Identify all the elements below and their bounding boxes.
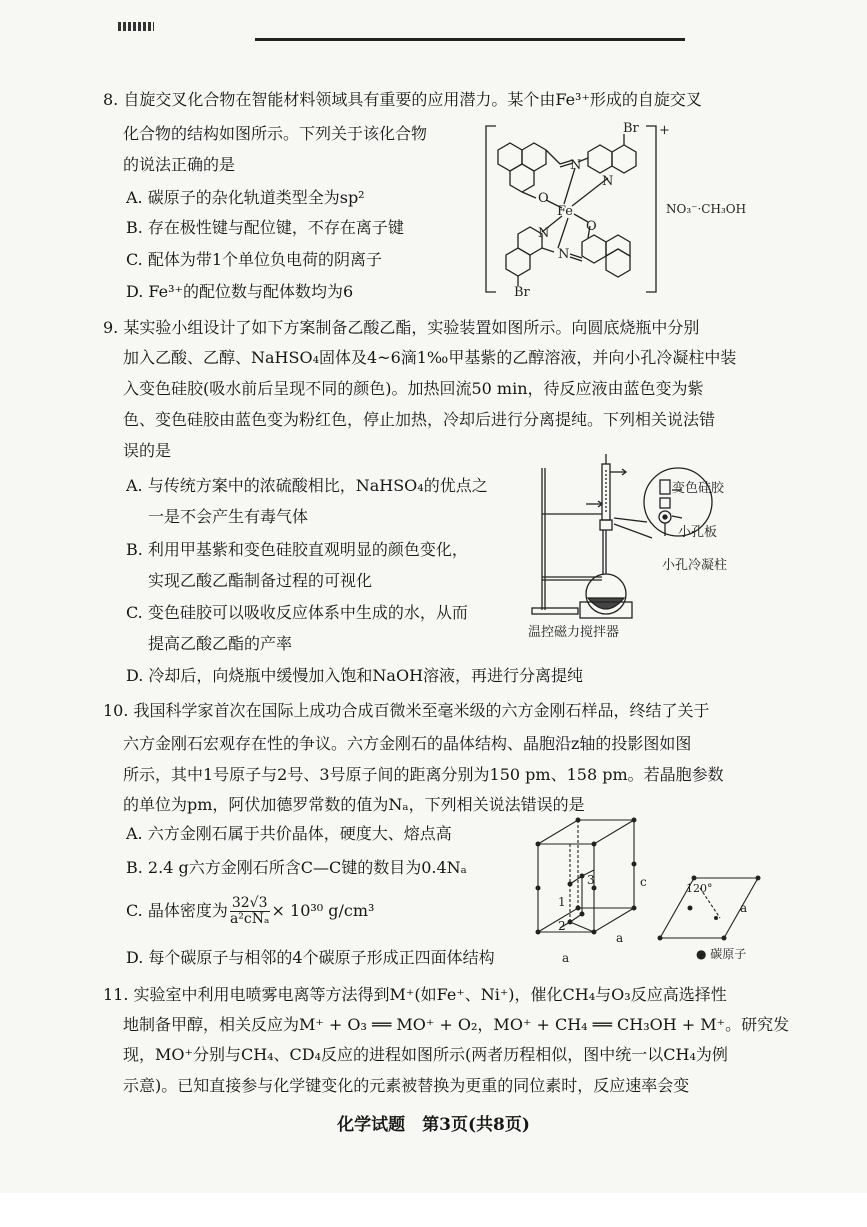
q9-option-a-line-2: 一是不会产生有毒气体: [148, 507, 309, 526]
q8-n-label-1: N: [570, 158, 582, 173]
q10-density-numerator: 32√3: [231, 895, 268, 911]
header-rule: [255, 38, 685, 41]
q8-br-bottom: Br: [514, 285, 530, 300]
q10-label-c: c: [640, 875, 647, 889]
q10-label-3: 3: [587, 873, 595, 887]
q8-o-label-2: O: [586, 219, 597, 234]
q10-density-denominator: a²cNₐ: [229, 911, 270, 927]
q10-stem-line-1: 10. 我国科学家首次在国际上成功合成百微米至毫米级的六方金刚石样品，终结了关于: [103, 701, 710, 720]
q10-stem-line-2: 六方金刚石宏观存在性的争议。六方金刚石的晶体结构、晶胞沿z轴的投影图如图: [123, 734, 692, 753]
q8-br-top: Br: [623, 122, 639, 136]
q8-charge: +: [659, 123, 670, 138]
q9-label-magnetic-stirrer: 温控磁力搅拌器: [528, 625, 620, 640]
q10-density-fraction: [230, 896, 270, 927]
q10-option-c-prefix: C. 晶体密度为: [126, 901, 228, 920]
q10-option-c: [126, 896, 374, 927]
q9-stem-line-3: 入变色硅胶(吸水前后呈现不同的颜色)。加热回流50 min，待反应液由蓝色变为紫: [123, 379, 704, 398]
q8-counter-ion: NO₃⁻·CH₃OH: [666, 202, 747, 216]
q8-stem-line-1: 8. 自旋交叉化合物在智能材料领域具有重要的应用潜力。某个由Fe³⁺形成的自旋交叉: [103, 90, 702, 109]
q10-option-c-suffix: × 10³⁰ g/cm³: [271, 901, 375, 920]
scan-bottom-edge: [0, 1193, 867, 1227]
q8-fe-label: Fe: [557, 204, 574, 219]
q8-stem-line-3: 的说法正确的是: [123, 155, 236, 174]
q9-stem-line-5: 误的是: [123, 441, 172, 460]
q9-label-condenser-column: 小孔冷凝柱: [662, 558, 728, 573]
q10-label-a-2: a: [562, 951, 570, 965]
q10-option-d: D. 每个碳原子与相邻的4个碳原子形成正四面体结构: [126, 948, 495, 967]
q9-option-a-line-1: A. 与传统方案中的浓硫酸相比，NaHSO₄的优点之: [126, 476, 488, 495]
q9-option-b-line-1: B. 利用甲基紫和变色硅胶直观明显的颜色变化，: [126, 540, 468, 559]
q11-stem-line-3: 现，MO⁺分别与CH₄、CD₄反应的进程如图所示(两者历程相似，图中统一以CH₄为例: [123, 1045, 728, 1064]
q10-option-a: A. 六方金刚石属于共价晶体，硬度大、熔点高: [126, 824, 452, 843]
q10-stem-line-4: 的单位为pm，阿伏加德罗常数的值为Nₐ，下列相关说法错误的是: [123, 795, 585, 814]
q11-stem-line-1: 11. 实验室中利用电喷雾电离等方法得到M⁺(如Fe⁺、Ni⁺)，催化CH₄与O₃反应高选择性: [103, 985, 727, 1004]
q11-stem-line-2: 地制备甲醇，相关反应为M⁺ + O₃ ══ MO⁺ + O₂，MO⁺ + CH₄ ══ CH₃OH + M⁺。研究发: [123, 1015, 790, 1034]
q9-stem-line-4: 色、变色硅胶由蓝色变为粉红色，停止加热，冷却后进行分离提纯。下列相关说法错: [123, 410, 716, 429]
q10-label-a-3: a: [740, 901, 748, 915]
q10-angle-label: 120°: [686, 882, 713, 895]
q8-option-c: C. 配体为带1个单位负电荷的阴离子: [126, 250, 383, 269]
q10-stem-line-3: 所示，其中1号原子与2号、3号原子间的距离分别为150 pm、158 pm。若晶胞参数: [123, 765, 724, 784]
q9-option-b-line-2: 实现乙酸乙酯制备过程的可视化: [148, 571, 373, 590]
q9-apparatus-figure: [522, 452, 762, 642]
q10-label-1: 1: [558, 895, 566, 909]
q10-label-2: 2: [558, 919, 566, 933]
q11-stem-line-4: 示意)。已知直接参与化学键变化的元素被替换为更重的同位素时，反应速率会变: [123, 1076, 690, 1095]
q8-n-label-3: N: [538, 226, 550, 241]
q9-stem-line-2: 加入乙酸、乙醇、NaHSO₄固体及4~6滴1‰甲基紫的乙醇溶液，并向小孔冷凝柱中装: [123, 348, 737, 367]
q10-option-b: B. 2.4 g六方金刚石所含C—C键的数目为0.4Nₐ: [126, 858, 467, 877]
q8-o-label-1: O: [538, 191, 549, 206]
q8-n-label-2: N: [602, 174, 614, 189]
q9-label-silica-gel: 变色硅胶: [672, 481, 725, 496]
q10-label-a-1: a: [616, 931, 624, 945]
q8-complex-structure-figure: [478, 122, 778, 300]
scan-mark: [118, 22, 154, 31]
q8-option-a: A. 碳原子的杂化轨道类型全为sp²: [126, 188, 365, 207]
q9-option-c-line-2: 提高乙酸乙酯的产率: [148, 634, 293, 653]
q10-crystal-figure: [530, 814, 770, 974]
q9-label-perforated-plate: 小孔板: [678, 525, 718, 540]
q9-option-d: D. 冷却后，向烧瓶中缓慢加入饱和NaOH溶液，再进行分离提纯: [126, 666, 584, 685]
q9-option-c-line-1: C. 变色硅胶可以吸收反应体系中生成的水，从而: [126, 603, 468, 622]
q8-stem-line-2: 化合物的结构如图所示。下列关于该化合物: [123, 124, 428, 143]
page-footer: 化学试题 第3页(共8页): [337, 1115, 530, 1135]
q10-legend-carbon: ● 碳原子: [696, 947, 747, 961]
q9-stem-line-1: 9. 某实验小组设计了如下方案制备乙酸乙酯，实验装置如图所示。向圆底烧瓶中分别: [103, 318, 700, 337]
q8-option-b: B. 存在极性键与配位键，不存在离子键: [126, 218, 404, 237]
q8-n-label-4: N: [558, 247, 570, 262]
q8-option-d: D. Fe³⁺的配位数与配体数均为6: [126, 282, 354, 301]
